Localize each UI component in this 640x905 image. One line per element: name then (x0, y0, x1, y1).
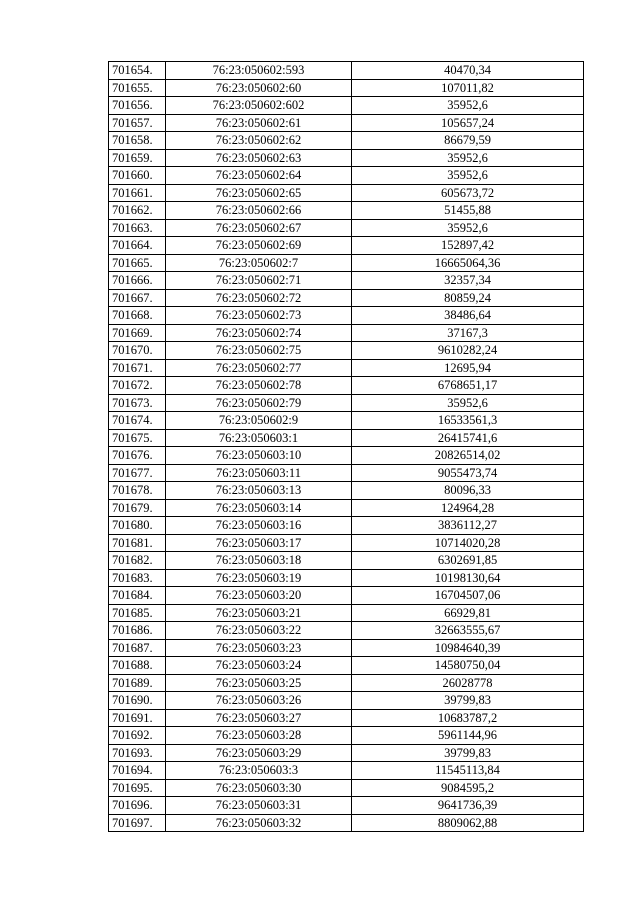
cadastral-value-cell: 35952,6 (352, 149, 584, 167)
cadastral-number-cell: 76:23:050603:17 (166, 534, 352, 552)
cadastral-number-cell: 76:23:050602:79 (166, 394, 352, 412)
table-row (109, 517, 584, 535)
cadastral-number-cell: 76:23:050602:65 (166, 184, 352, 202)
cadastral-number-cell: 76:23:050603:10 (166, 447, 352, 465)
table-row (109, 569, 584, 587)
row-number-cell: 701657. (109, 114, 166, 132)
table-row (109, 167, 584, 185)
row-number-cell: 701695. (109, 779, 166, 797)
row-number-cell: 701697. (109, 814, 166, 832)
row-number-cell: 701686. (109, 622, 166, 640)
table-row (109, 272, 584, 290)
table-row (109, 552, 584, 570)
table-row (109, 482, 584, 500)
row-number-cell: 701661. (109, 184, 166, 202)
cadastral-value-cell: 105657,24 (352, 114, 584, 132)
cadastral-number-cell: 76:23:050602:602 (166, 97, 352, 115)
cadastral-number-cell: 76:23:050603:1 (166, 429, 352, 447)
row-number-cell: 701690. (109, 692, 166, 710)
cadastral-value-cell: 8809062,88 (352, 814, 584, 832)
table-row (109, 219, 584, 237)
row-number-cell: 701684. (109, 587, 166, 605)
row-number-cell: 701696. (109, 797, 166, 815)
cadastral-value-cell: 40470,34 (352, 62, 584, 80)
table-row (109, 534, 584, 552)
cadastral-number-cell: 76:23:050602:63 (166, 149, 352, 167)
row-number-cell: 701678. (109, 482, 166, 500)
cadastral-number-cell: 76:23:050602:9 (166, 412, 352, 430)
table-row (109, 412, 584, 430)
table-row (109, 447, 584, 465)
cadastral-value-cell: 35952,6 (352, 167, 584, 185)
row-number-cell: 701659. (109, 149, 166, 167)
row-number-cell: 701679. (109, 499, 166, 517)
cadastral-value-cell: 11545113,84 (352, 762, 584, 780)
table-row (109, 307, 584, 325)
cadastral-value-cell: 26415741,6 (352, 429, 584, 447)
table-row (109, 727, 584, 745)
cadastral-number-cell: 76:23:050602:75 (166, 342, 352, 360)
cadastral-number-cell: 76:23:050602:62 (166, 132, 352, 150)
cadastral-number-cell: 76:23:050603:24 (166, 657, 352, 675)
table-row (109, 657, 584, 675)
cadastral-value-cell: 16533561,3 (352, 412, 584, 430)
row-number-cell: 701680. (109, 517, 166, 535)
table-row (109, 429, 584, 447)
cadastral-number-cell: 76:23:050602:73 (166, 307, 352, 325)
cadastral-number-cell: 76:23:050603:20 (166, 587, 352, 605)
row-number-cell: 701683. (109, 569, 166, 587)
table-row (109, 744, 584, 762)
row-number-cell: 701685. (109, 604, 166, 622)
row-number-cell: 701692. (109, 727, 166, 745)
table-row (109, 359, 584, 377)
cadastral-number-cell: 76:23:050603:30 (166, 779, 352, 797)
cadastral-number-cell: 76:23:050603:23 (166, 639, 352, 657)
row-number-cell: 701654. (109, 62, 166, 80)
cadastral-number-cell: 76:23:050602:61 (166, 114, 352, 132)
cadastral-number-cell: 76:23:050602:78 (166, 377, 352, 395)
table-row (109, 97, 584, 115)
cadastral-number-cell: 76:23:050603:16 (166, 517, 352, 535)
row-number-cell: 701689. (109, 674, 166, 692)
cadastral-value-cell: 35952,6 (352, 97, 584, 115)
row-number-cell: 701694. (109, 762, 166, 780)
row-number-cell: 701669. (109, 324, 166, 342)
cadastral-value-cell: 80096,33 (352, 482, 584, 500)
table-row (109, 202, 584, 220)
cadastral-value-cell: 9055473,74 (352, 464, 584, 482)
table-row (109, 464, 584, 482)
cadastral-value-cell: 39799,83 (352, 692, 584, 710)
cadastral-value-cell: 26028778 (352, 674, 584, 692)
row-number-cell: 701693. (109, 744, 166, 762)
row-number-cell: 701660. (109, 167, 166, 185)
cadastral-value-cell: 39799,83 (352, 744, 584, 762)
row-number-cell: 701668. (109, 307, 166, 325)
cadastral-value-cell: 32663555,67 (352, 622, 584, 640)
table-row (109, 692, 584, 710)
table-body (109, 62, 584, 832)
cadastral-value-cell: 32357,34 (352, 272, 584, 290)
table-row (109, 289, 584, 307)
cadastral-number-cell: 76:23:050602:72 (166, 289, 352, 307)
cadastral-number-cell: 76:23:050602:74 (166, 324, 352, 342)
cadastral-value-cell: 35952,6 (352, 219, 584, 237)
table-row (109, 622, 584, 640)
cadastral-number-cell: 76:23:050603:31 (166, 797, 352, 815)
table-row (109, 377, 584, 395)
cadastral-value-cell: 16704507,06 (352, 587, 584, 605)
cadastral-number-cell: 76:23:050602:67 (166, 219, 352, 237)
row-number-cell: 701673. (109, 394, 166, 412)
cadastral-value-cell: 9641736,39 (352, 797, 584, 815)
table-row (109, 184, 584, 202)
table-row (109, 604, 584, 622)
table-row (109, 587, 584, 605)
cadastral-value-cell: 12695,94 (352, 359, 584, 377)
table-row (109, 762, 584, 780)
cadastral-number-cell: 76:23:050602:69 (166, 237, 352, 255)
cadastral-value-cell: 10714020,28 (352, 534, 584, 552)
cadastral-number-cell: 76:23:050602:66 (166, 202, 352, 220)
row-number-cell: 701664. (109, 237, 166, 255)
row-number-cell: 701674. (109, 412, 166, 430)
cadastral-value-cell: 9084595,2 (352, 779, 584, 797)
table-row (109, 394, 584, 412)
cadastral-number-cell: 76:23:050603:13 (166, 482, 352, 500)
cadastral-number-cell: 76:23:050602:77 (166, 359, 352, 377)
row-number-cell: 701663. (109, 219, 166, 237)
cadastral-number-cell: 76:23:050602:7 (166, 254, 352, 272)
cadastral-value-cell: 152897,42 (352, 237, 584, 255)
cadastral-value-cell: 38486,64 (352, 307, 584, 325)
row-number-cell: 701676. (109, 447, 166, 465)
cadastral-number-cell: 76:23:050603:19 (166, 569, 352, 587)
table-row (109, 814, 584, 832)
cadastral-number-cell: 76:23:050602:71 (166, 272, 352, 290)
row-number-cell: 701681. (109, 534, 166, 552)
table-row (109, 62, 584, 80)
row-number-cell: 701655. (109, 79, 166, 97)
cadastral-number-cell: 76:23:050602:593 (166, 62, 352, 80)
cadastral-value-cell: 605673,72 (352, 184, 584, 202)
cadastral-number-cell: 76:23:050603:21 (166, 604, 352, 622)
cadastral-number-cell: 76:23:050602:60 (166, 79, 352, 97)
row-number-cell: 701665. (109, 254, 166, 272)
row-number-cell: 701667. (109, 289, 166, 307)
cadastral-number-cell: 76:23:050603:14 (166, 499, 352, 517)
cadastral-value-cell: 14580750,04 (352, 657, 584, 675)
cadastral-value-cell: 124964,28 (352, 499, 584, 517)
cadastral-value-cell: 80859,24 (352, 289, 584, 307)
cadastral-number-cell: 76:23:050603:11 (166, 464, 352, 482)
row-number-cell: 701672. (109, 377, 166, 395)
cadastral-number-cell: 76:23:050603:22 (166, 622, 352, 640)
cadastral-value-cell: 5961144,96 (352, 727, 584, 745)
cadastral-number-cell: 76:23:050603:3 (166, 762, 352, 780)
row-number-cell: 701688. (109, 657, 166, 675)
table-row (109, 709, 584, 727)
cadastral-value-cell: 10683787,2 (352, 709, 584, 727)
row-number-cell: 701662. (109, 202, 166, 220)
table-row (109, 639, 584, 657)
row-number-cell: 701666. (109, 272, 166, 290)
row-number-cell: 701691. (109, 709, 166, 727)
cadastral-value-cell: 10198130,64 (352, 569, 584, 587)
cadastral-value-cell: 20826514,02 (352, 447, 584, 465)
cadastral-value-cell: 16665064,36 (352, 254, 584, 272)
cadastral-value-cell: 35952,6 (352, 394, 584, 412)
table-row (109, 114, 584, 132)
cadastral-value-cell: 6768651,17 (352, 377, 584, 395)
cadastral-number-cell: 76:23:050603:28 (166, 727, 352, 745)
table-row (109, 779, 584, 797)
cadastral-value-cell: 51455,88 (352, 202, 584, 220)
cadastral-number-cell: 76:23:050603:27 (166, 709, 352, 727)
cadastral-number-cell: 76:23:050602:64 (166, 167, 352, 185)
cadastral-number-cell: 76:23:050603:32 (166, 814, 352, 832)
cadastral-value-cell: 107011,82 (352, 79, 584, 97)
cadastral-value-cell: 3836112,27 (352, 517, 584, 535)
table-row (109, 499, 584, 517)
table-row (109, 254, 584, 272)
table-row (109, 149, 584, 167)
row-number-cell: 701658. (109, 132, 166, 150)
table-row (109, 132, 584, 150)
row-number-cell: 701682. (109, 552, 166, 570)
cadastral-value-cell: 10984640,39 (352, 639, 584, 657)
table-row (109, 237, 584, 255)
table-row (109, 79, 584, 97)
table-row (109, 797, 584, 815)
table-row (109, 324, 584, 342)
table-row (109, 674, 584, 692)
row-number-cell: 701671. (109, 359, 166, 377)
row-number-cell: 701687. (109, 639, 166, 657)
row-number-cell: 701675. (109, 429, 166, 447)
row-number-cell: 701656. (109, 97, 166, 115)
cadastral-value-cell: 66929,81 (352, 604, 584, 622)
cadastral-number-cell: 76:23:050603:26 (166, 692, 352, 710)
row-number-cell: 701677. (109, 464, 166, 482)
cadastral-value-cell: 9610282,24 (352, 342, 584, 360)
table-row (109, 342, 584, 360)
cadastral-value-cell: 6302691,85 (352, 552, 584, 570)
cadastral-number-cell: 76:23:050603:18 (166, 552, 352, 570)
cadastral-value-table (108, 61, 584, 832)
cadastral-number-cell: 76:23:050603:29 (166, 744, 352, 762)
cadastral-value-cell: 86679,59 (352, 132, 584, 150)
cadastral-value-cell: 37167,3 (352, 324, 584, 342)
cadastral-number-cell: 76:23:050603:25 (166, 674, 352, 692)
row-number-cell: 701670. (109, 342, 166, 360)
